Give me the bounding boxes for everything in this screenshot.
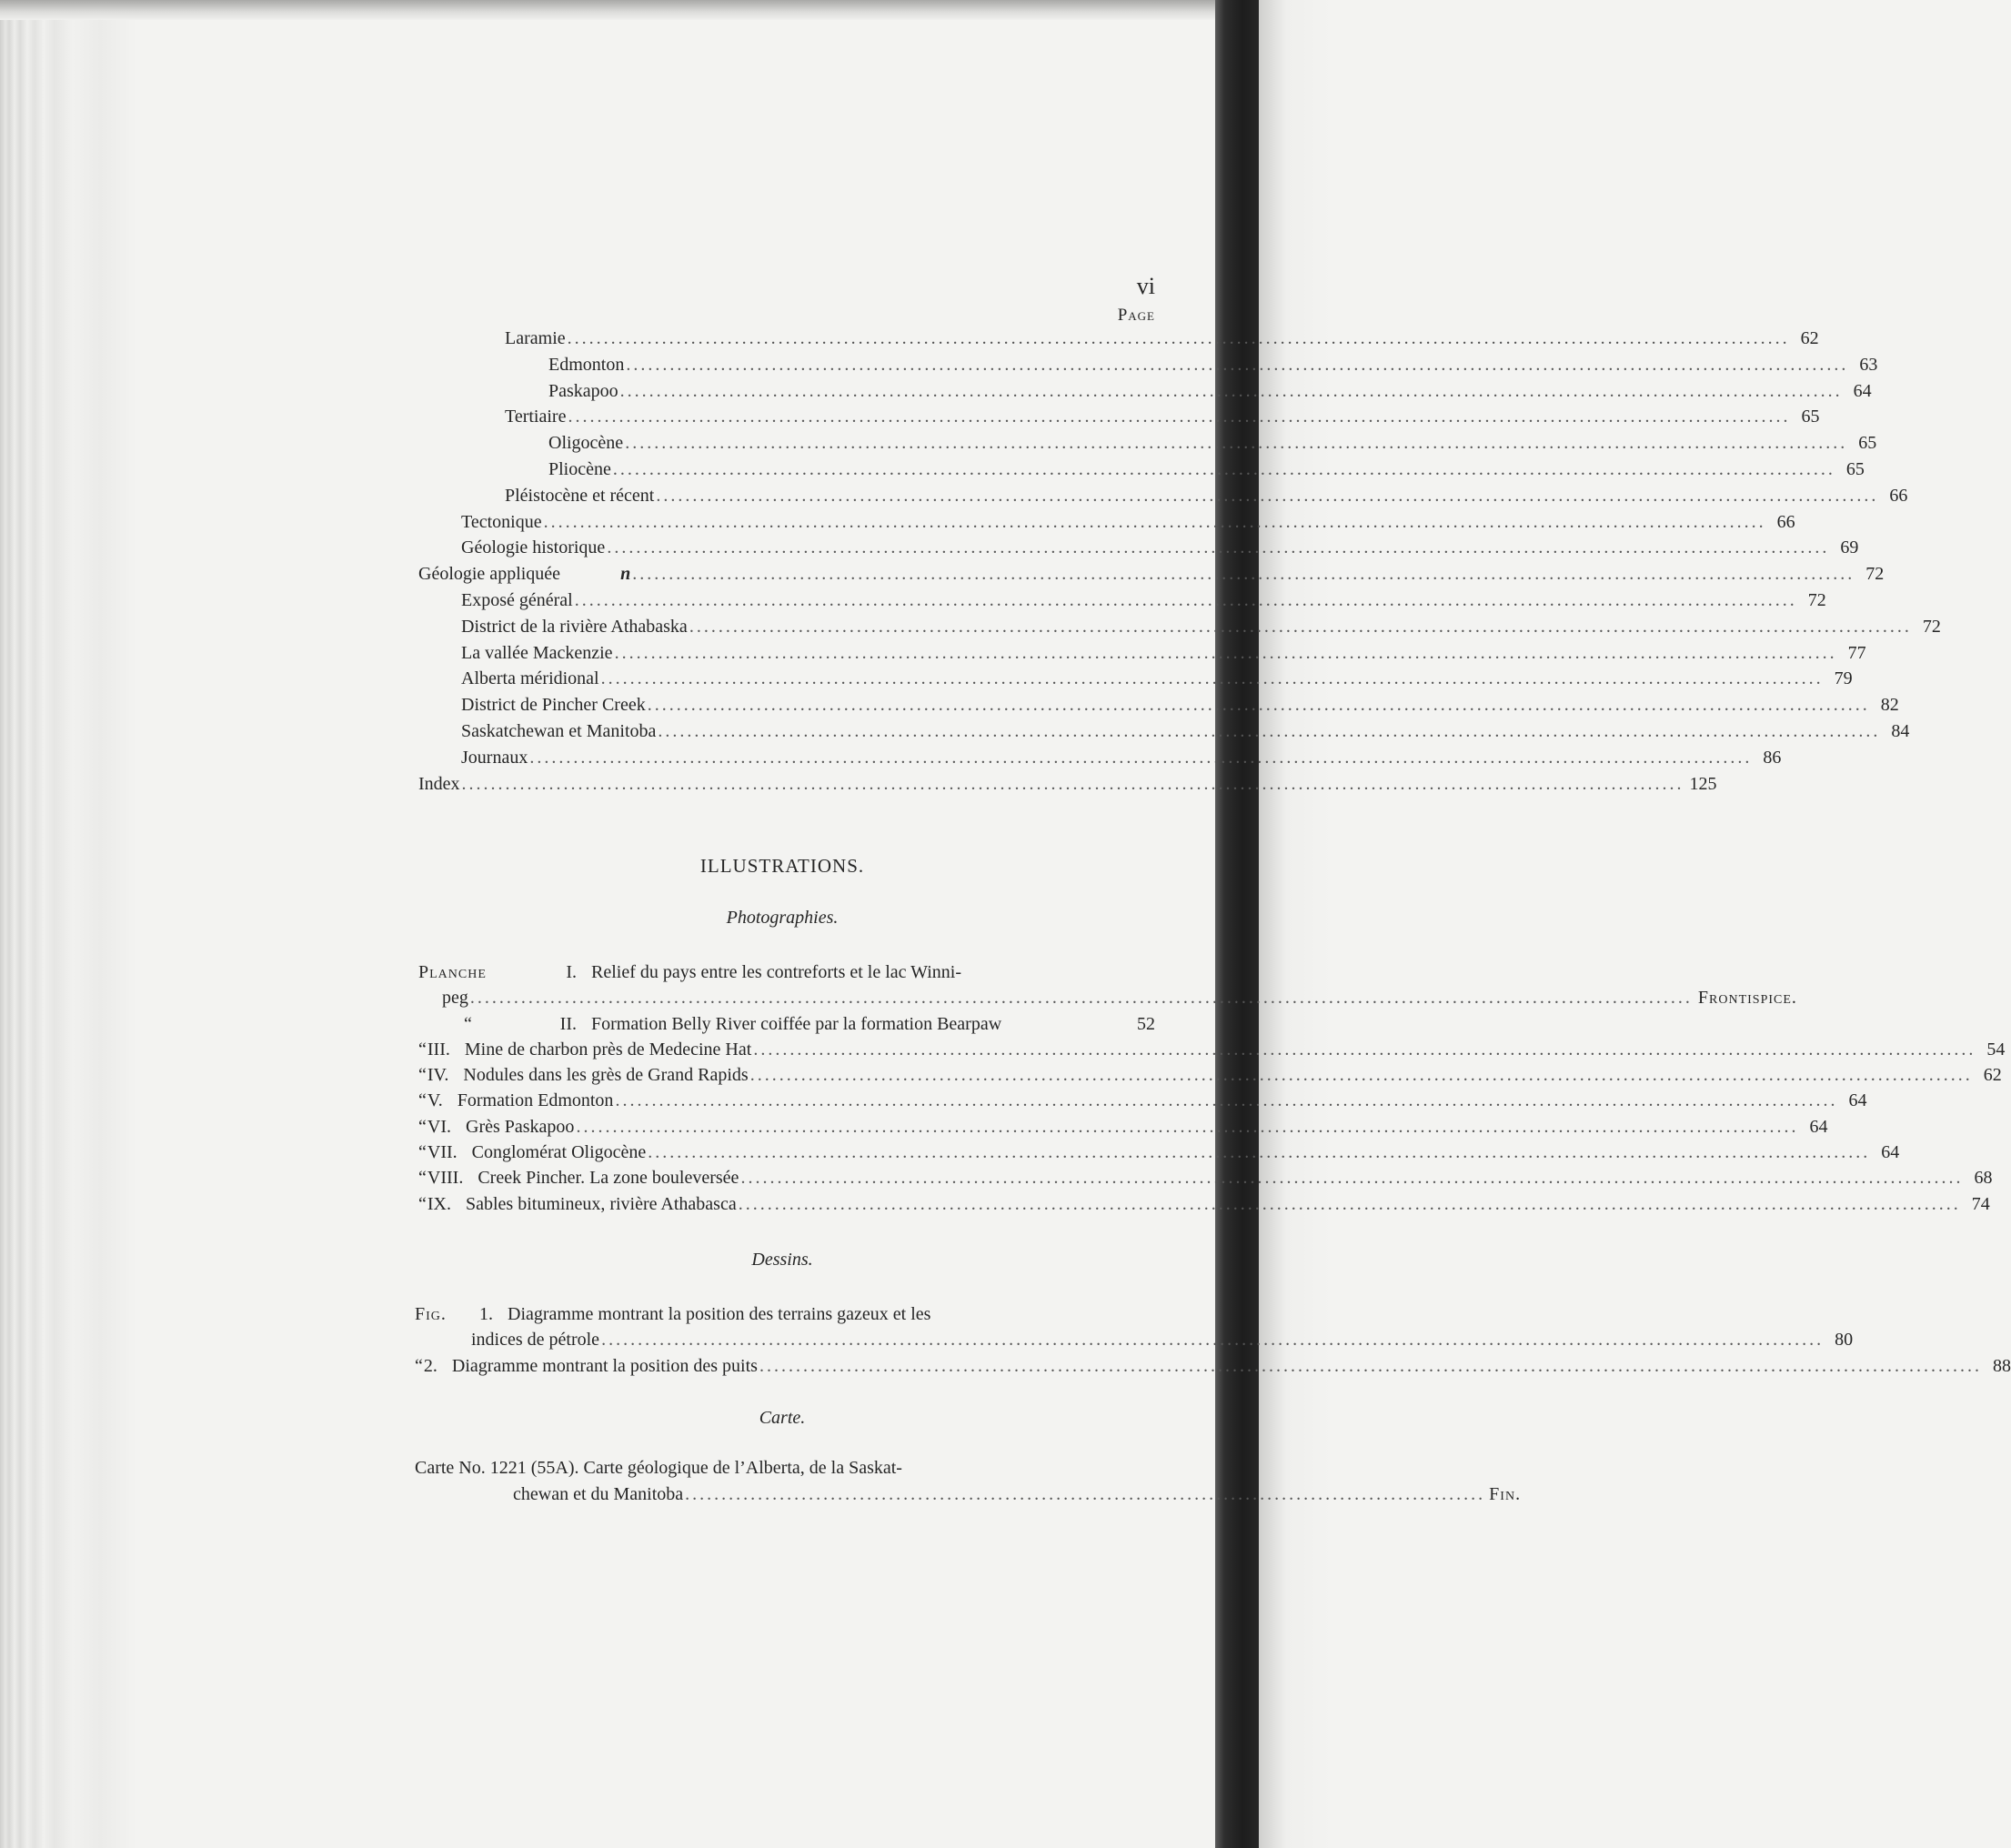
- toc-page-number: 69: [1840, 537, 1859, 558]
- toc-page-number: 65: [1858, 433, 1877, 454]
- leader-dots: [470, 985, 1693, 1010]
- toc-page-number: 84: [1891, 720, 1910, 741]
- toc-label: District de la rivière Athabaska: [461, 616, 688, 637]
- entry-prefix: “: [418, 1116, 427, 1137]
- toc-label: Paskapoo: [548, 380, 618, 401]
- plate-entry: [418, 959, 1155, 985]
- leader-dots: [656, 483, 1878, 509]
- leader-dots: [620, 378, 1843, 405]
- entry-description: Conglomérat Oligocène: [471, 1142, 647, 1163]
- entry-number: VI.: [427, 1116, 451, 1137]
- figure-entry: [415, 1301, 1155, 1327]
- entry-page-number: Frontispice.: [1697, 988, 1797, 1009]
- figure-entry: [415, 1353, 2011, 1379]
- entry-page-number: 52: [1137, 1013, 1155, 1034]
- toc-page-number: 82: [1880, 695, 1899, 716]
- entry-page-number: 64: [1848, 1090, 1867, 1111]
- entry-description: Sables bitumineux, rivière Athabasca: [466, 1193, 737, 1214]
- entry-prefix: “: [464, 1013, 473, 1034]
- toc-label: Saskatchewan et Manitoba: [461, 720, 657, 741]
- leader-dots: [759, 1353, 1982, 1379]
- figure-entry: [415, 1327, 1854, 1352]
- leader-dots: [632, 561, 1855, 588]
- toc-page-number: 66: [1889, 485, 1908, 506]
- toc-label: Alberta méridional: [461, 668, 599, 689]
- toc-entry: [418, 457, 1865, 483]
- entry-description: Formation Belly River coiffée par la formation Bearpaw: [591, 1013, 1002, 1034]
- entry-number: I.: [566, 962, 577, 982]
- toc-page-number: 86: [1763, 747, 1782, 768]
- toc-page-number: 125: [1689, 773, 1717, 794]
- entry-page-number: 54: [1986, 1039, 2006, 1060]
- entry-number: 2.: [423, 1355, 437, 1376]
- toc-entry: [418, 692, 1899, 718]
- entry-prefix: “: [418, 1142, 427, 1163]
- entry-number: VIII.: [427, 1168, 464, 1189]
- toc-entry: [418, 614, 1941, 640]
- entry-number: III.: [427, 1039, 450, 1060]
- entry-description: Nodules dans les grès de Grand Rapids: [463, 1065, 749, 1086]
- book-binding: [1215, 0, 1259, 1848]
- toc-label: Géologie appliquée: [418, 564, 561, 585]
- leader-dots: [575, 588, 1797, 614]
- table-of-contents: [418, 326, 1941, 797]
- leader-dots: [740, 1165, 1963, 1190]
- entry-prefix: “: [418, 1065, 427, 1086]
- entry-description: peg: [442, 988, 468, 1009]
- toc-label: Journaux: [461, 747, 528, 768]
- plate-entry: [418, 1191, 1990, 1217]
- leader-dots: [568, 326, 1790, 352]
- map-desc-1: Carte No. 1221 (55A). Carte géologique de l’Alberta, de la Saskat-: [415, 1458, 902, 1478]
- leader-dots: [615, 1088, 1837, 1113]
- plate-entry: [418, 1088, 1867, 1113]
- toc-entry: [418, 588, 1826, 614]
- entry-prefix: “: [418, 1090, 427, 1111]
- plate-entry: [418, 985, 1797, 1010]
- toc-label: District de Pincher Creek: [461, 695, 646, 716]
- entry-description: Grès Paskapoo: [466, 1116, 575, 1137]
- map-line-1: [415, 1455, 1155, 1481]
- leader-dots: [601, 1327, 1824, 1352]
- toc-page-number: 66: [1776, 511, 1795, 532]
- leader-dots: [462, 771, 1684, 798]
- map-heading: Carte.: [759, 1408, 806, 1428]
- entry-page-number: 88: [1992, 1355, 2011, 1376]
- entry-prefix: Planche: [418, 962, 487, 982]
- figures-list: [415, 1301, 2011, 1379]
- toc-page-number: 72: [1922, 616, 1941, 637]
- toc-entry: [418, 640, 1866, 667]
- toc-label: Tectonique: [461, 511, 542, 532]
- entry-page-number: 64: [1881, 1142, 1900, 1163]
- toc-label: Oligocène: [548, 433, 624, 454]
- toc-page-number: 65: [1801, 407, 1820, 427]
- toc-entry: [418, 378, 1872, 405]
- page-column-heading: Page: [1117, 306, 1155, 325]
- plates-list: [418, 959, 2006, 1217]
- toc-entry: [418, 535, 1859, 561]
- plate-entry: [418, 1140, 1900, 1165]
- leader-dots: [658, 718, 1880, 745]
- leader-dots: ..............................................................................................................: [685, 1484, 1486, 1504]
- toc-label: Laramie: [505, 328, 566, 348]
- leader-dots: [750, 1062, 1973, 1088]
- plate-entry: [418, 1037, 2006, 1062]
- entry-number: II.: [559, 1013, 577, 1034]
- toc-entry: [418, 352, 1878, 378]
- page-content: [400, 0, 2011, 1848]
- map-page: Fin.: [1489, 1484, 1522, 1504]
- toc-entry: [418, 718, 1910, 745]
- toc-page-number: 64: [1853, 380, 1872, 401]
- leader-dots: [601, 666, 1824, 692]
- toc-entry: [418, 404, 1820, 430]
- entry-page-number: 74: [1971, 1193, 1990, 1214]
- toc-label: Tertiaire: [505, 407, 567, 427]
- entry-description: Relief du pays entre les contreforts et le lac Winni-: [591, 962, 962, 982]
- toc-page-number: 72: [1865, 564, 1885, 585]
- leader-dots: [626, 352, 1848, 378]
- entry-description: Diagramme montrant la position des terrains gazeux et les: [508, 1304, 931, 1324]
- map-entry: [415, 1455, 1522, 1508]
- entry-prefix: “: [418, 1039, 427, 1060]
- leader-dots: [529, 745, 1752, 771]
- drawings-heading: Dessins.: [751, 1250, 813, 1270]
- entry-page-number: 64: [1809, 1116, 1828, 1137]
- toc-page-number: 63: [1859, 354, 1878, 375]
- entry-prefix: Fig.: [415, 1304, 447, 1324]
- toc-entry: [418, 745, 1782, 771]
- toc-label: Pléistocène et récent: [505, 485, 655, 506]
- entry-description: Formation Edmonton: [457, 1090, 614, 1111]
- leader-dots: [739, 1191, 1961, 1217]
- leader-dots: [544, 509, 1766, 536]
- entry-number: VII.: [427, 1142, 458, 1163]
- toc-page-number: 65: [1845, 458, 1865, 479]
- entry-description: indices de pétrole: [471, 1330, 600, 1351]
- entry-number: 1.: [479, 1304, 493, 1324]
- map-desc-2: chewan et du Manitoba: [513, 1484, 684, 1504]
- leader-dots: [613, 457, 1835, 483]
- entry-page-number: 80: [1835, 1330, 1854, 1351]
- entry-description: Creek Pincher. La zone bouleversée: [478, 1168, 739, 1189]
- toc-entry: [418, 430, 1877, 457]
- toc-entry: [418, 561, 1885, 588]
- leader-dots: [576, 1114, 1798, 1140]
- toc-label: Edmonton: [548, 354, 625, 375]
- illustrations-title: ILLUSTRATIONS.: [699, 855, 865, 877]
- entry-number: V.: [427, 1090, 443, 1111]
- leader-dots: [689, 614, 1912, 640]
- toc-page-number: 77: [1847, 642, 1866, 663]
- toc-label: Index: [418, 773, 460, 794]
- entry-prefix: “: [418, 1168, 427, 1189]
- entry-description: Mine de charbon près de Medecine Hat: [464, 1039, 752, 1060]
- leader-dots: [568, 404, 1790, 430]
- entry-description: Diagramme montrant la position des puits: [451, 1355, 758, 1376]
- entry-number: IV.: [427, 1065, 449, 1086]
- entry-prefix: “: [415, 1355, 424, 1376]
- toc-page-number: 79: [1834, 668, 1853, 689]
- leader-dots: [753, 1037, 1976, 1062]
- toc-entry: [418, 771, 1717, 798]
- plate-entry: [418, 1011, 1155, 1037]
- photographs-heading: Photographies.: [726, 908, 839, 928]
- entry-number: IX.: [427, 1193, 451, 1214]
- plate-entry: [418, 1114, 1828, 1140]
- plate-entry: [418, 1062, 2002, 1088]
- facing-page-edge: [1259, 0, 1332, 1848]
- toc-mark: n: [620, 564, 631, 585]
- folio-number: vi: [1136, 273, 1155, 299]
- leader-dots: [648, 1140, 1870, 1165]
- toc-entry: [418, 483, 1908, 509]
- map-line-2: [415, 1481, 1522, 1508]
- leader-dots: [625, 430, 1847, 457]
- toc-label: Exposé général: [461, 589, 573, 610]
- toc-page-number: 72: [1807, 589, 1826, 610]
- entry-prefix: “: [418, 1193, 427, 1214]
- toc-entry: [418, 666, 1853, 692]
- toc-label: Pliocène: [548, 458, 611, 479]
- toc-page-number: 62: [1800, 328, 1819, 348]
- toc-entry: [418, 326, 1819, 352]
- leader-dots: [615, 640, 1837, 667]
- toc-entry: [418, 509, 1795, 536]
- entry-page-number: 68: [1974, 1168, 1993, 1189]
- plate-entry: [418, 1165, 1993, 1190]
- toc-label: Géologie historique: [461, 537, 606, 558]
- page-stack-edge: [0, 0, 182, 1848]
- toc-label: La vallée Mackenzie: [461, 642, 613, 663]
- leader-dots: [607, 535, 1829, 561]
- entry-page-number: 62: [1983, 1065, 2002, 1086]
- leader-dots: [648, 692, 1870, 718]
